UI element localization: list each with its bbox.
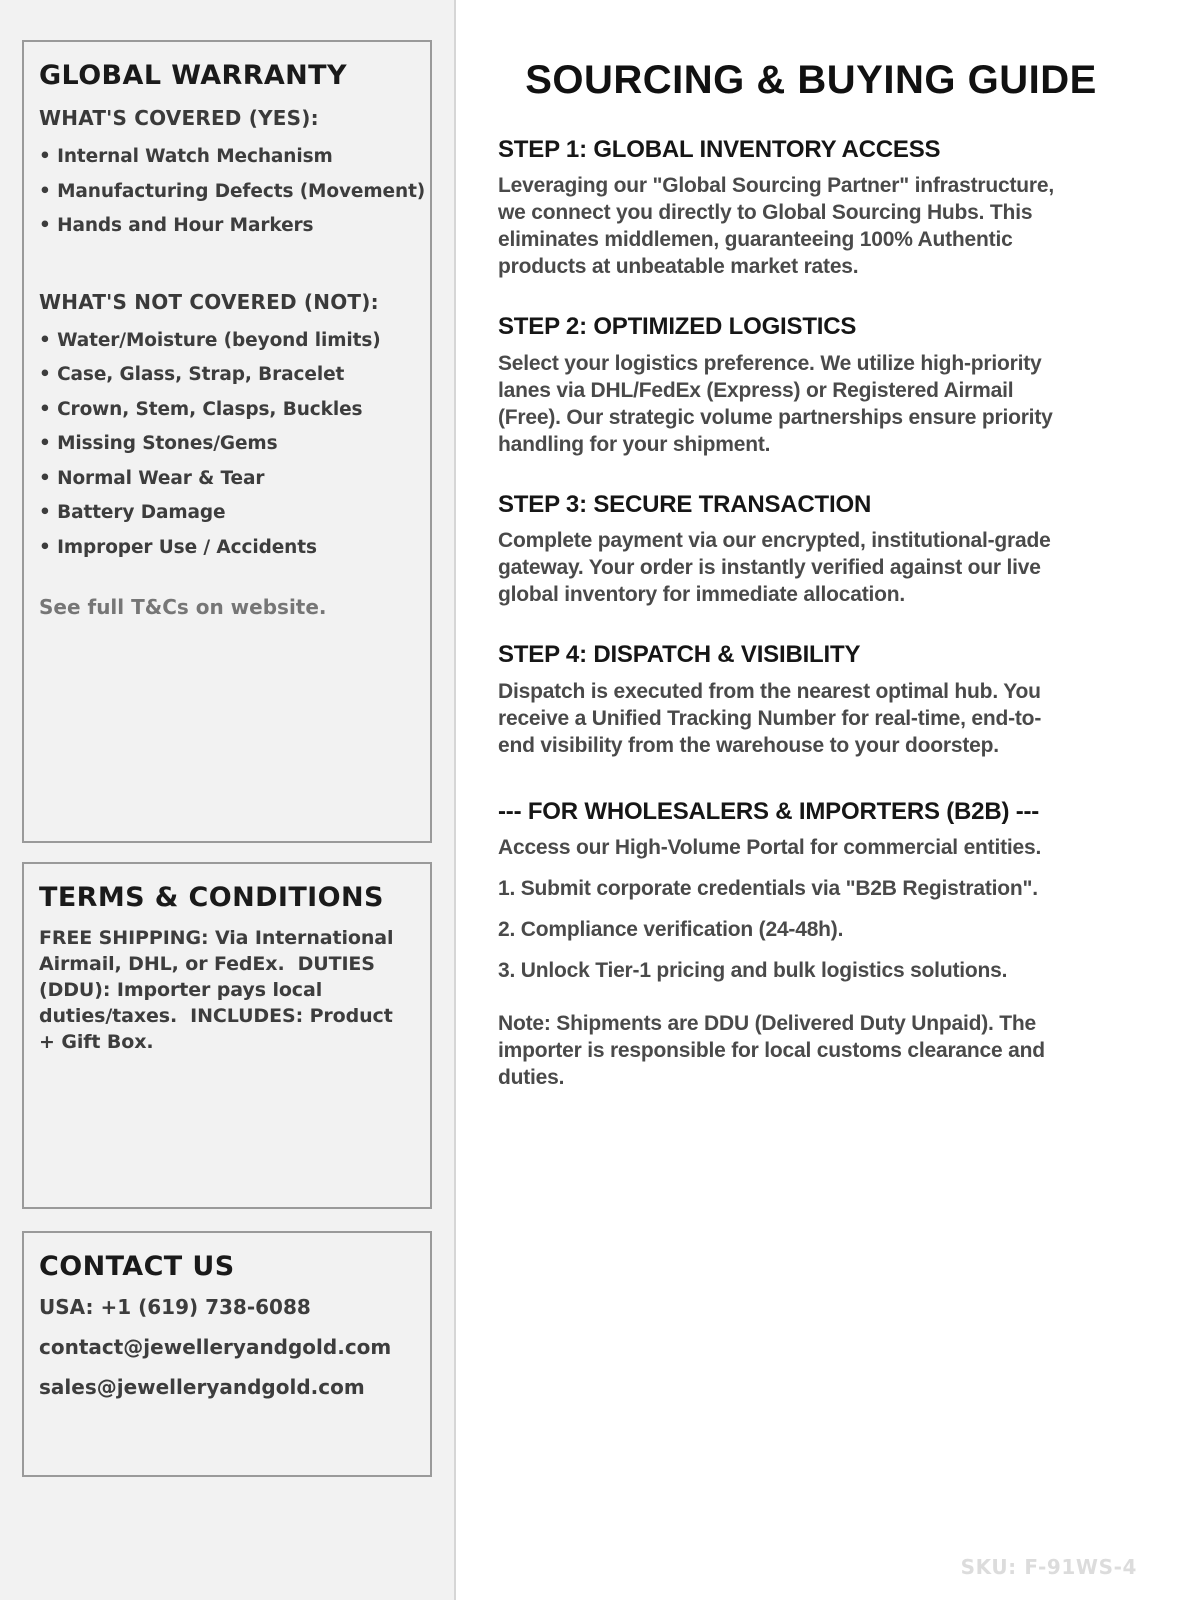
step2-body: Select your logistics preference. We utilize high-priority lanes via DHL/FedEx (Express) or Registered Airmail (Free). Our strategic volume partnerships ensure priority handling for your shipment. xyxy=(498,351,1053,456)
page-title: SOURCING & BUYING GUIDE xyxy=(525,58,1097,102)
not-covered-heading: WHAT'S NOT COVERED (NOT): xyxy=(39,289,379,314)
list-item: • Case, Glass, Strap, Bracelet xyxy=(39,364,345,386)
b2b-item-1: 1. Submit corporate credentials via "B2B Registration". xyxy=(498,876,1038,900)
sku-label: SKU: F-91WS-4 xyxy=(960,1555,1137,1579)
step4-heading: STEP 4: DISPATCH & VISIBILITY xyxy=(498,641,861,669)
step4-body: Dispatch is executed from the nearest optimal hub. You receive a Unified Tracking Number for real-time, end-to-end visibility from the warehouse to your doorstep. xyxy=(498,679,1042,757)
sidebar xyxy=(0,0,456,1600)
warranty-title: GLOBAL WARRANTY xyxy=(39,60,347,91)
step1-body: Leveraging our "Global Sourcing Partner" infrastructure, we connect you directly to Global Sourcing Hubs. This eliminates middlemen, guaranteeing 100% Authentic products at unbeatable market rates. xyxy=(498,174,1054,279)
b2b-note: Note: Shipments are DDU (Delivered Duty Unpaid). The importer is responsible for local customs clearance and duties. xyxy=(498,1011,1045,1089)
guide-content xyxy=(498,137,1064,1091)
contact-phone: USA: +1 (619) 738-6088 xyxy=(39,1295,311,1320)
list-item: • Missing Stones/Gems xyxy=(39,433,278,455)
list-item: • Crown, Stem, Clasps, Buckles xyxy=(39,398,363,420)
contact-email: contact@jewelleryandgold.com xyxy=(39,1335,392,1360)
covered-heading: WHAT'S COVERED (YES): xyxy=(39,106,319,131)
not-covered-list xyxy=(39,324,414,566)
list-item: • Water/Moisture (beyond limits) xyxy=(39,329,381,351)
b2b-intro: Access our High-Volume Portal for commercial entities. xyxy=(498,835,1042,859)
b2b-item-3: 3. Unlock Tier-1 pricing and bulk logistics solutions. xyxy=(498,958,1008,982)
list-item: • Hands and Hour Markers xyxy=(39,215,314,237)
main-column xyxy=(456,0,1200,1600)
contact-panel xyxy=(22,1231,432,1477)
terms-title: TERMS & CONDITIONS xyxy=(39,882,384,913)
list-item: • Battery Damage xyxy=(39,502,226,524)
sales-email: sales@jewelleryandgold.com xyxy=(39,1375,365,1400)
list-item: • Internal Watch Mechanism xyxy=(39,146,333,168)
warranty-panel xyxy=(22,40,432,843)
step1-heading: STEP 1: GLOBAL INVENTORY ACCESS xyxy=(498,136,941,163)
covered-list xyxy=(39,140,426,244)
terms-panel xyxy=(22,862,432,1209)
b2b-item-2: 2. Compliance verification (24-48h). xyxy=(498,917,844,941)
list-item: • Improper Use / Accidents xyxy=(39,536,317,558)
contact-title: CONTACT US xyxy=(39,1251,235,1282)
warranty-footnote: See full T&Cs on website. xyxy=(39,595,327,620)
step3-heading: STEP 3: SECURE TRANSACTION xyxy=(498,490,872,518)
terms-body: FREE SHIPPING: Via International Airmail, DHL, or FedEx. DUTIES (DDU): Importer pays local duties/taxes. INCLUDES: Product + Gift Box. xyxy=(39,927,394,1054)
b2b-heading: --- FOR WHOLESALERS & IMPORTERS (B2B) --- xyxy=(498,797,1040,825)
list-item: • Manufacturing Defects (Movement) xyxy=(39,180,426,202)
list-item: • Normal Wear & Tear xyxy=(39,467,265,489)
step2-heading: STEP 2: OPTIMIZED LOGISTICS xyxy=(498,313,857,341)
step3-body: Complete payment via our encrypted, institutional-grade gateway. Your order is instantly verified against our live global inventory for immediate allocation. xyxy=(498,529,1051,607)
